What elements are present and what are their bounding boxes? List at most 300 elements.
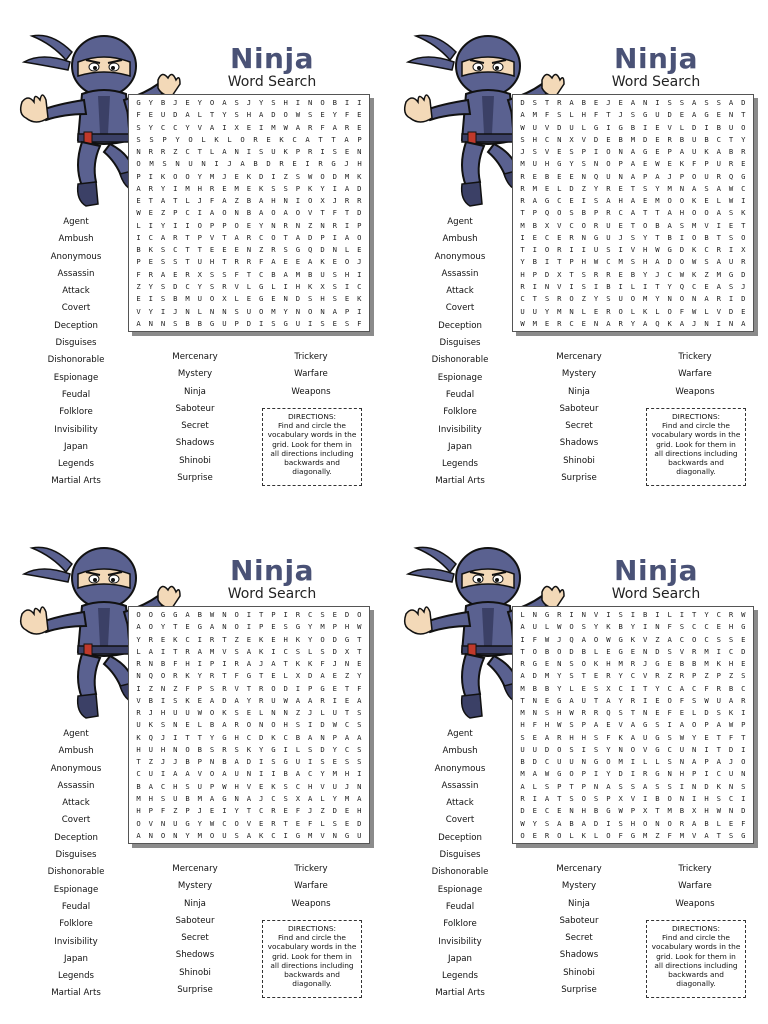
grid-letter: S bbox=[618, 781, 623, 791]
grid-letter: S bbox=[332, 818, 337, 828]
grid-letter: S bbox=[283, 245, 288, 255]
grid-letter: H bbox=[704, 793, 709, 803]
grid-letter: G bbox=[704, 110, 709, 120]
grid-letter: E bbox=[234, 245, 239, 255]
grid-letter: F bbox=[357, 683, 362, 693]
grid-letter: G bbox=[173, 610, 178, 619]
grid-letter: C bbox=[258, 232, 264, 242]
grid-letter: E bbox=[332, 671, 337, 681]
grid-letter: M bbox=[642, 294, 648, 304]
grid-letter: P bbox=[581, 781, 586, 791]
grid-letter: A bbox=[716, 257, 721, 267]
vocab-word: Folklore bbox=[443, 407, 477, 418]
grid-letter: S bbox=[160, 793, 166, 803]
grid-letter: S bbox=[283, 793, 288, 803]
vocab-word: Deception bbox=[438, 320, 482, 331]
grid-letter: T bbox=[246, 806, 252, 816]
grid-letter: E bbox=[569, 171, 574, 181]
grid-letter: I bbox=[185, 220, 190, 230]
grid-letter: K bbox=[630, 634, 636, 644]
grid-letter: I bbox=[655, 98, 660, 107]
grid-letter: N bbox=[741, 769, 746, 779]
grid-letter: S bbox=[320, 610, 325, 619]
grid-row bbox=[516, 733, 750, 742]
grid-letter: D bbox=[741, 98, 746, 107]
grid-letter: A bbox=[606, 781, 611, 791]
grid-row bbox=[132, 159, 366, 168]
grid-letter: C bbox=[544, 232, 550, 242]
grid-letter: E bbox=[344, 147, 350, 157]
grid-letter: C bbox=[728, 793, 734, 803]
grid-letter: P bbox=[258, 622, 264, 632]
grid-letter: I bbox=[283, 281, 288, 291]
grid-letter: C bbox=[741, 683, 746, 693]
grid-letter: H bbox=[618, 196, 623, 206]
grid-letter: K bbox=[246, 744, 252, 754]
vocab-word: Agent bbox=[447, 217, 473, 227]
grid-letter: K bbox=[258, 830, 264, 840]
grid-letter: T bbox=[655, 232, 660, 242]
grid-letter: N bbox=[185, 306, 190, 316]
grid-letter: T bbox=[581, 671, 586, 681]
grid-letter: R bbox=[271, 245, 276, 255]
grid-letter: R bbox=[593, 220, 599, 230]
grid-letter: D bbox=[532, 757, 537, 767]
vocab-word: Mystery bbox=[177, 881, 213, 892]
grid-letter: T bbox=[692, 610, 697, 619]
grid-letter: E bbox=[283, 806, 288, 816]
grid-letter: D bbox=[593, 818, 599, 828]
grid-letter: T bbox=[344, 708, 350, 718]
grid-letter: L bbox=[136, 646, 141, 656]
grid-letter: G bbox=[593, 232, 599, 242]
vocab-word: Attack bbox=[446, 798, 474, 809]
grid-letter: P bbox=[692, 671, 697, 681]
grid-letter: S bbox=[357, 708, 362, 718]
grid-letter: M bbox=[197, 793, 202, 803]
grid-letter: R bbox=[716, 294, 721, 304]
vocab-word: Mystery bbox=[561, 369, 597, 380]
grid-letter: R bbox=[185, 646, 190, 656]
grid-letter: X bbox=[642, 806, 648, 816]
grid-letter: N bbox=[642, 708, 648, 718]
grid-letter: E bbox=[344, 294, 350, 304]
grid-letter: A bbox=[136, 830, 141, 840]
grid-letter: M bbox=[618, 257, 623, 267]
grid-letter: K bbox=[136, 732, 141, 742]
grid-letter: C bbox=[704, 245, 709, 255]
grid-letter: D bbox=[271, 110, 276, 120]
grid-letter: I bbox=[630, 757, 636, 767]
grid-letter: L bbox=[209, 147, 215, 157]
grid-letter: L bbox=[655, 757, 660, 767]
grid-letter: U bbox=[160, 110, 166, 120]
grid-letter: S bbox=[234, 744, 239, 754]
grid-letter: S bbox=[618, 708, 623, 718]
grid-letter: G bbox=[222, 793, 227, 803]
grid-letter: D bbox=[704, 781, 709, 791]
vocab-word: Feudal bbox=[445, 389, 475, 400]
grid-letter: Y bbox=[593, 622, 599, 632]
grid-letter: E bbox=[667, 159, 672, 169]
grid-letter: B bbox=[679, 659, 685, 669]
grid-letter: B bbox=[642, 610, 648, 619]
grid-letter: B bbox=[655, 793, 660, 803]
grid-letter: E bbox=[655, 122, 660, 132]
vocab-word: Japan bbox=[64, 953, 88, 964]
grid-letter: R bbox=[160, 147, 166, 157]
vocab-word: Mercenary bbox=[172, 352, 218, 362]
grid-letter: P bbox=[704, 159, 709, 169]
grid-letter: N bbox=[618, 171, 623, 181]
grid-letter: E bbox=[593, 98, 599, 107]
grid-letter: Q bbox=[148, 732, 153, 742]
grid-letter: R bbox=[148, 634, 153, 644]
grid-letter: F bbox=[320, 122, 325, 132]
grid-letter: B bbox=[581, 646, 586, 656]
grid-letter: C bbox=[136, 769, 141, 779]
grid-letter: A bbox=[569, 695, 574, 705]
grid-letter: U bbox=[148, 769, 153, 779]
grid-letter: O bbox=[271, 208, 276, 218]
grid-letter: H bbox=[234, 732, 239, 742]
grid-letter: L bbox=[246, 281, 252, 291]
grid-letter: T bbox=[606, 110, 611, 120]
grid-letter: I bbox=[173, 220, 178, 230]
grid-letter: C bbox=[258, 806, 264, 816]
grid-letter: D bbox=[308, 232, 313, 242]
grid-letter: D bbox=[544, 744, 550, 754]
grid-letter: S bbox=[357, 720, 362, 730]
grid-letter: O bbox=[667, 818, 672, 828]
grid-letter: Y bbox=[222, 110, 227, 120]
grid-letter: W bbox=[544, 769, 550, 779]
grid-letter: E bbox=[246, 220, 252, 230]
grid-letter: T bbox=[283, 818, 288, 828]
grid-letter: A bbox=[520, 781, 525, 791]
grid-letter: S bbox=[618, 610, 623, 619]
grid-letter: A bbox=[692, 757, 697, 767]
grid-letter: R bbox=[679, 671, 685, 681]
grid-letter: S bbox=[149, 134, 154, 144]
grid-letter: P bbox=[741, 720, 746, 730]
grid-letter: R bbox=[557, 245, 562, 255]
grid-letter: Z bbox=[704, 671, 709, 681]
grid-letter: S bbox=[308, 744, 313, 754]
grid-row bbox=[516, 172, 750, 181]
grid-row bbox=[132, 684, 366, 693]
grid-letter: B bbox=[630, 122, 636, 132]
grid-letter: S bbox=[606, 294, 611, 304]
grid-letter: D bbox=[258, 171, 264, 181]
grid-letter: O bbox=[557, 646, 562, 656]
grid-letter: D bbox=[692, 122, 697, 132]
vocab-word: Ninja bbox=[568, 898, 590, 909]
grid-letter: V bbox=[197, 769, 202, 779]
grid-letter: A bbox=[692, 818, 697, 828]
grid-letter: Y bbox=[655, 294, 660, 304]
grid-letter: I bbox=[679, 232, 685, 242]
grid-letter: M bbox=[271, 122, 276, 132]
grid-letter: V bbox=[544, 122, 550, 132]
vocab-word: Anonymous bbox=[50, 763, 102, 774]
grid-letter: R bbox=[234, 720, 239, 730]
grid-letter: G bbox=[209, 318, 215, 328]
grid-letter: E bbox=[606, 720, 611, 730]
vocab-word: Folklore bbox=[59, 919, 93, 930]
grid-letter: O bbox=[234, 220, 239, 230]
vocab-word: Ambush bbox=[58, 746, 94, 757]
grid-letter: E bbox=[295, 818, 301, 828]
grid-letter: S bbox=[569, 744, 574, 754]
grid-letter: Z bbox=[655, 830, 660, 840]
grid-letter: S bbox=[569, 793, 574, 803]
grid-letter: S bbox=[160, 245, 166, 255]
grid-letter: N bbox=[234, 208, 239, 218]
grid-row bbox=[516, 757, 750, 766]
grid-letter: O bbox=[606, 159, 611, 169]
grid-letter: H bbox=[320, 294, 325, 304]
grid-letter: S bbox=[234, 110, 239, 120]
grid-letter: U bbox=[271, 695, 276, 705]
grid-letter: C bbox=[173, 122, 178, 132]
directions-heading: DIRECTIONS: bbox=[671, 412, 721, 421]
grid-letter: A bbox=[606, 695, 611, 705]
grid-letter: U bbox=[606, 171, 611, 181]
grid-row bbox=[516, 135, 750, 144]
grid-letter: L bbox=[593, 646, 599, 656]
grid-letter: S bbox=[581, 281, 586, 291]
grid-letter: A bbox=[234, 695, 239, 705]
vocab-word: Dishonorable bbox=[431, 867, 489, 878]
grid-letter: P bbox=[209, 220, 215, 230]
grid-letter: A bbox=[606, 318, 611, 328]
grid-letter: K bbox=[258, 646, 264, 656]
grid-letter: G bbox=[258, 294, 264, 304]
grid-letter: K bbox=[581, 830, 586, 840]
grid-letter: E bbox=[258, 818, 264, 828]
grid-letter: J bbox=[308, 708, 313, 718]
grid-letter: K bbox=[692, 196, 697, 206]
grid-letter: S bbox=[283, 622, 288, 632]
grid-letter: U bbox=[173, 818, 178, 828]
grid-letter: J bbox=[258, 659, 264, 669]
grid-letter: D bbox=[728, 306, 734, 316]
grid-letter: B bbox=[618, 134, 623, 144]
grid-letter: O bbox=[258, 306, 264, 316]
grid-letter: P bbox=[185, 806, 190, 816]
grid-letter: I bbox=[606, 122, 611, 132]
grid-letter: E bbox=[532, 232, 537, 242]
grid-row bbox=[132, 110, 366, 119]
grid-letter: E bbox=[741, 659, 746, 669]
grid-letter: N bbox=[246, 245, 252, 255]
grid-letter: C bbox=[544, 757, 550, 767]
grid-letter: S bbox=[173, 318, 178, 328]
grid-letter: E bbox=[357, 659, 362, 669]
grid-letter: A bbox=[234, 757, 239, 767]
grid-letter: Z bbox=[160, 208, 166, 218]
grid-letter: E bbox=[173, 269, 178, 279]
grid-letter: R bbox=[308, 147, 313, 157]
grid-letter: O bbox=[692, 208, 697, 218]
grid-letter: L bbox=[593, 830, 599, 840]
grid-letter: X bbox=[618, 793, 623, 803]
grid-letter: T bbox=[283, 232, 288, 242]
grid-letter: X bbox=[320, 196, 325, 206]
grid-letter: C bbox=[569, 318, 574, 328]
grid-letter: S bbox=[593, 683, 599, 693]
grid-letter: C bbox=[741, 183, 746, 193]
grid-letter: N bbox=[704, 318, 709, 328]
grid-letter: F bbox=[332, 208, 337, 218]
grid-letter: G bbox=[295, 622, 301, 632]
worksheet-1 bbox=[0, 0, 384, 512]
grid-letter: Y bbox=[185, 830, 190, 840]
vocab-word: Shinobi bbox=[179, 455, 211, 466]
vocab-word: Invisibility bbox=[438, 936, 482, 947]
vocab-list-right bbox=[278, 861, 344, 913]
grid-letter: R bbox=[667, 134, 672, 144]
grid-letter: G bbox=[344, 830, 350, 840]
grid-letter: Z bbox=[136, 281, 141, 291]
grid-letter: R bbox=[222, 744, 227, 754]
grid-letter: K bbox=[357, 294, 362, 304]
grid-letter: V bbox=[581, 134, 586, 144]
grid-letter: Z bbox=[173, 683, 178, 693]
grid-letter: O bbox=[320, 634, 325, 644]
grid-letter: L bbox=[716, 818, 721, 828]
grid-letter: A bbox=[630, 98, 636, 107]
grid-letter: E bbox=[295, 257, 301, 267]
grid-letter: F bbox=[136, 110, 141, 120]
grid-letter: S bbox=[642, 183, 648, 193]
grid-letter: X bbox=[557, 269, 562, 279]
grid-row bbox=[516, 794, 750, 803]
grid-letter: O bbox=[209, 830, 215, 840]
grid-letter: A bbox=[692, 110, 697, 120]
vocab-list-right bbox=[662, 861, 728, 913]
grid-letter: C bbox=[185, 208, 190, 218]
grid-letter: F bbox=[234, 269, 239, 279]
grid-letter: D bbox=[357, 818, 362, 828]
worksheet-3 bbox=[0, 512, 384, 1024]
grid-letter: H bbox=[344, 622, 350, 632]
grid-letter: S bbox=[520, 134, 525, 144]
grid-letter: J bbox=[173, 98, 178, 107]
grid-letter: A bbox=[222, 98, 227, 107]
grid-letter: G bbox=[136, 98, 141, 107]
grid-letter: O bbox=[240, 134, 245, 144]
grid-letter: M bbox=[692, 220, 697, 230]
grid-letter: B bbox=[544, 171, 550, 181]
worksheet-title: Ninja bbox=[614, 554, 698, 587]
grid-letter: S bbox=[716, 708, 721, 718]
grid-letter: C bbox=[258, 269, 264, 279]
grid-letter: O bbox=[557, 744, 562, 754]
grid-letter: W bbox=[692, 306, 697, 316]
grid-letter: O bbox=[173, 171, 178, 181]
grid-letter: D bbox=[357, 183, 362, 193]
grid-letter: R bbox=[606, 183, 611, 193]
grid-letter: S bbox=[569, 659, 574, 669]
grid-letter: S bbox=[544, 818, 550, 828]
grid-letter: S bbox=[728, 634, 734, 644]
grid-letter: C bbox=[283, 646, 288, 656]
grid-letter: S bbox=[606, 245, 611, 255]
grid-letter: E bbox=[569, 196, 574, 206]
grid-letter: A bbox=[344, 183, 350, 193]
grid-letter: H bbox=[295, 281, 301, 291]
grid-row bbox=[132, 659, 366, 668]
grid-letter: G bbox=[606, 806, 611, 816]
grid-letter: K bbox=[667, 318, 672, 328]
grid-letter: I bbox=[741, 744, 746, 754]
grid-letter: O bbox=[271, 720, 276, 730]
grid-letter: Z bbox=[581, 183, 586, 193]
grid-letter: Q bbox=[569, 634, 574, 644]
grid-letter: S bbox=[741, 671, 746, 681]
grid-letter: Y bbox=[148, 306, 153, 316]
grid-letter: V bbox=[136, 306, 141, 316]
grid-letter: N bbox=[728, 781, 734, 791]
grid-row bbox=[516, 123, 750, 132]
vocab-word: Trickery bbox=[294, 352, 328, 362]
grid-letter: E bbox=[136, 294, 141, 304]
directions-text: Find and circle the vocabulary words in the grid. Look for them in all directions including backwards and diagonally. bbox=[267, 421, 357, 477]
grid-letter: C bbox=[569, 220, 574, 230]
vocab-word: Mystery bbox=[177, 369, 213, 380]
grid-letter: L bbox=[679, 122, 685, 132]
grid-letter: C bbox=[160, 122, 166, 132]
grid-letter: N bbox=[679, 183, 685, 193]
grid-letter: R bbox=[279, 159, 284, 169]
vocab-word: Dishonorable bbox=[431, 355, 489, 366]
grid-letter: N bbox=[667, 769, 672, 779]
grid-letter: O bbox=[692, 232, 697, 242]
vocab-word: Espionage bbox=[53, 884, 99, 895]
vocab-word: Attack bbox=[446, 286, 474, 297]
vocab-word: Anonymous bbox=[434, 251, 486, 262]
grid-letter: O bbox=[197, 220, 202, 230]
grid-letter: V bbox=[642, 634, 648, 644]
grid-row bbox=[132, 610, 366, 619]
grid-letter: T bbox=[630, 183, 636, 193]
grid-letter: U bbox=[716, 159, 721, 169]
grid-letter: U bbox=[222, 830, 227, 840]
grid-letter: B bbox=[679, 806, 685, 816]
grid-letter: V bbox=[692, 830, 697, 840]
grid-letter: E bbox=[606, 134, 611, 144]
grid-letter: K bbox=[173, 634, 178, 644]
grid-letter: J bbox=[246, 98, 252, 107]
grid-letter: P bbox=[136, 171, 141, 181]
grid-letter: E bbox=[716, 622, 721, 632]
grid-letter: Y bbox=[618, 695, 623, 705]
grid-letter: N bbox=[258, 720, 264, 730]
grid-letter: S bbox=[332, 294, 337, 304]
grid-letter: C bbox=[308, 610, 313, 619]
grid-letter: R bbox=[148, 147, 153, 157]
grid-letter: O bbox=[679, 294, 685, 304]
grid-letter: E bbox=[332, 257, 337, 267]
grid-letter: O bbox=[188, 134, 193, 144]
vocab-word: Secret bbox=[565, 933, 593, 944]
vocab-word: Disguises bbox=[439, 338, 481, 349]
grid-letter: M bbox=[532, 183, 537, 193]
grid-letter: N bbox=[175, 159, 180, 169]
grid-letter: W bbox=[618, 806, 623, 816]
